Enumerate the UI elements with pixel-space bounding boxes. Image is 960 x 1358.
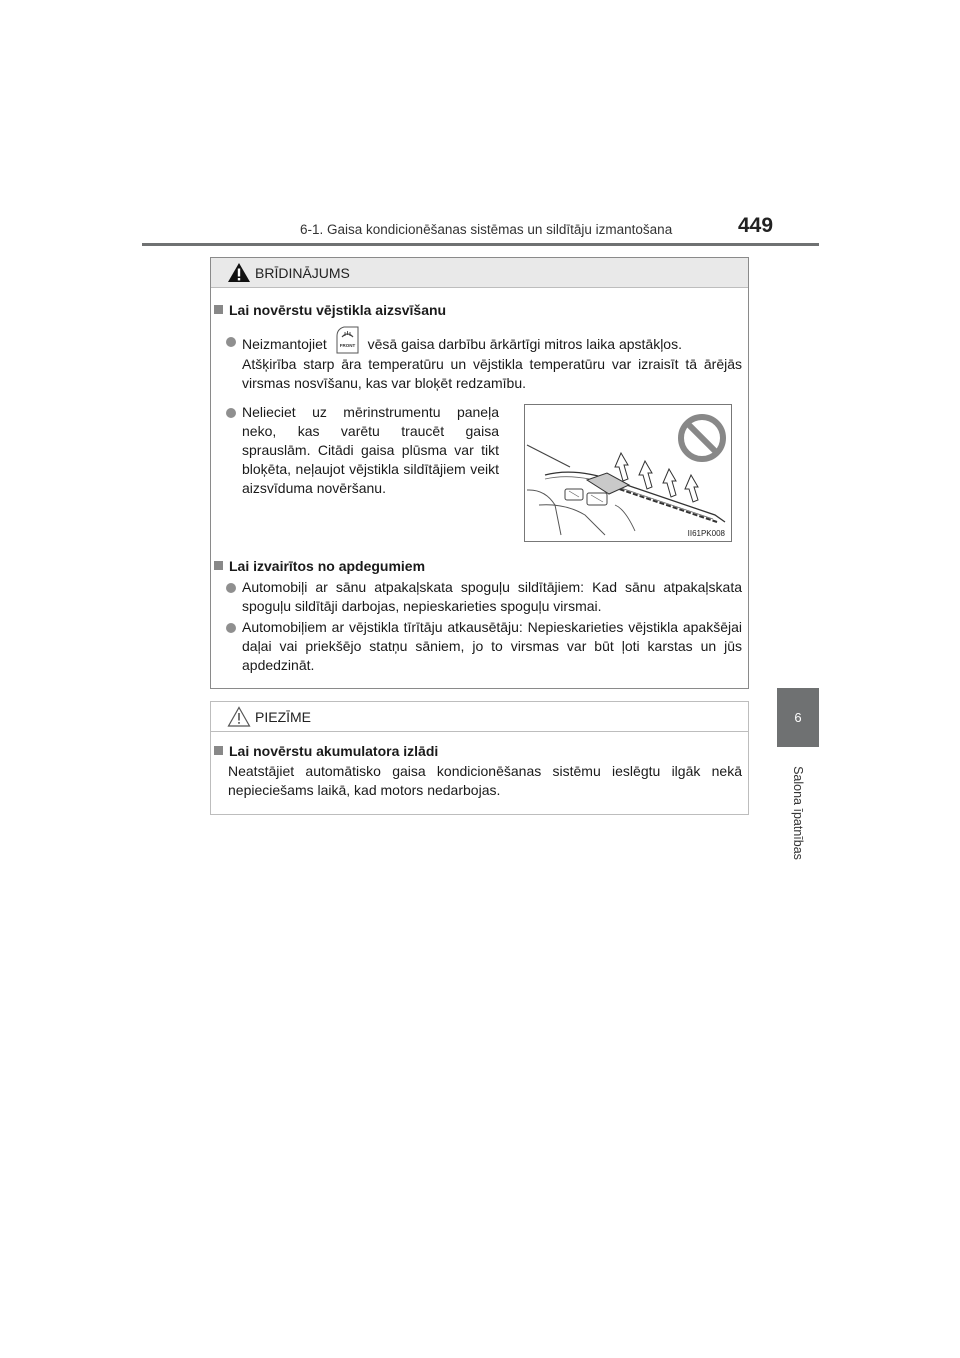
list-item: Automobiļiem ar vējstikla tīrītāju atkausētāju: Nepieskarieties vējstikla apakšējai daļai vai priekšējo statņu sāniem, jo to virsmas var būt ļoti karstas un jūs apdedzināt. bbox=[242, 619, 742, 673]
warning-triangle-icon bbox=[227, 262, 251, 286]
note-text: Neatstājiet automātisko gaisa kondicionēšanas sistēmu ieslēgtu ilgāk nekā nepieciešams laikā, kad motors nedarbojas. bbox=[228, 763, 742, 798]
square-bullet-icon bbox=[214, 746, 223, 755]
note-title: PIEZĪME bbox=[255, 709, 312, 725]
bullet-icon bbox=[226, 337, 236, 347]
caution-triangle-icon bbox=[227, 706, 251, 730]
square-bullet-icon bbox=[214, 561, 223, 570]
section-heading-defog: Lai novērstu vējstikla aizsvīšanu bbox=[214, 301, 446, 320]
warning-title: BRĪDINĀJUMS bbox=[255, 265, 350, 281]
bullet-icon bbox=[226, 583, 236, 593]
prohibition-icon bbox=[677, 413, 727, 468]
svg-text:FRONT: FRONT bbox=[339, 343, 355, 348]
list-item: Automobiļi ar sānu atpakaļskata spoguļu sildītājiem: Kad sānu atpakaļskata spoguļu sildītāji darbojas, nepieskarieties spoguļu virsmai. bbox=[242, 579, 742, 614]
page-number: 449 bbox=[738, 214, 774, 237]
chapter-title-vertical bbox=[777, 758, 819, 868]
note-heading: Lai novērstu akumulatora izlādi bbox=[214, 742, 438, 761]
chapter-number: 6 bbox=[794, 710, 802, 725]
bullet-icon bbox=[226, 623, 236, 633]
note-header bbox=[211, 702, 748, 732]
illustration-code: II61PK008 bbox=[687, 529, 725, 538]
chapter-title: Salona īpatnības bbox=[791, 766, 806, 860]
header-rule bbox=[142, 243, 819, 246]
section-title: 6-1. Gaisa kondicionēšanas sistēmas un sildītāju izmantošana bbox=[300, 222, 673, 237]
bullet-icon bbox=[226, 408, 236, 418]
chapter-tab bbox=[777, 688, 819, 747]
list-item: Neizmantojiet FRONT vēsā gaisa darbību ārkārtīgi mitros laika apstākļos. bbox=[242, 332, 742, 359]
warning-header bbox=[211, 258, 748, 288]
dashboard-illustration bbox=[524, 404, 732, 542]
section-heading-burns: Lai izvairītos no apdegumiem bbox=[214, 557, 425, 576]
list-item: Nelieciet uz mērinstrumentu paneļa neko, kas varētu traucēt gaisa sprauslām. Citādi gaisa plūsma var tikt bloķēta, neļaujot vējstikla sildītājiem veikt aizsvīduma novēršanu. bbox=[242, 404, 499, 496]
square-bullet-icon bbox=[214, 305, 223, 314]
list-item-continued: Atšķirība starp āra temperatūru un vējstikla temperatūru var izraisīt tā ārējās virsmas nosvīšanu, kas var bloķēt redzamību. bbox=[242, 356, 742, 391]
